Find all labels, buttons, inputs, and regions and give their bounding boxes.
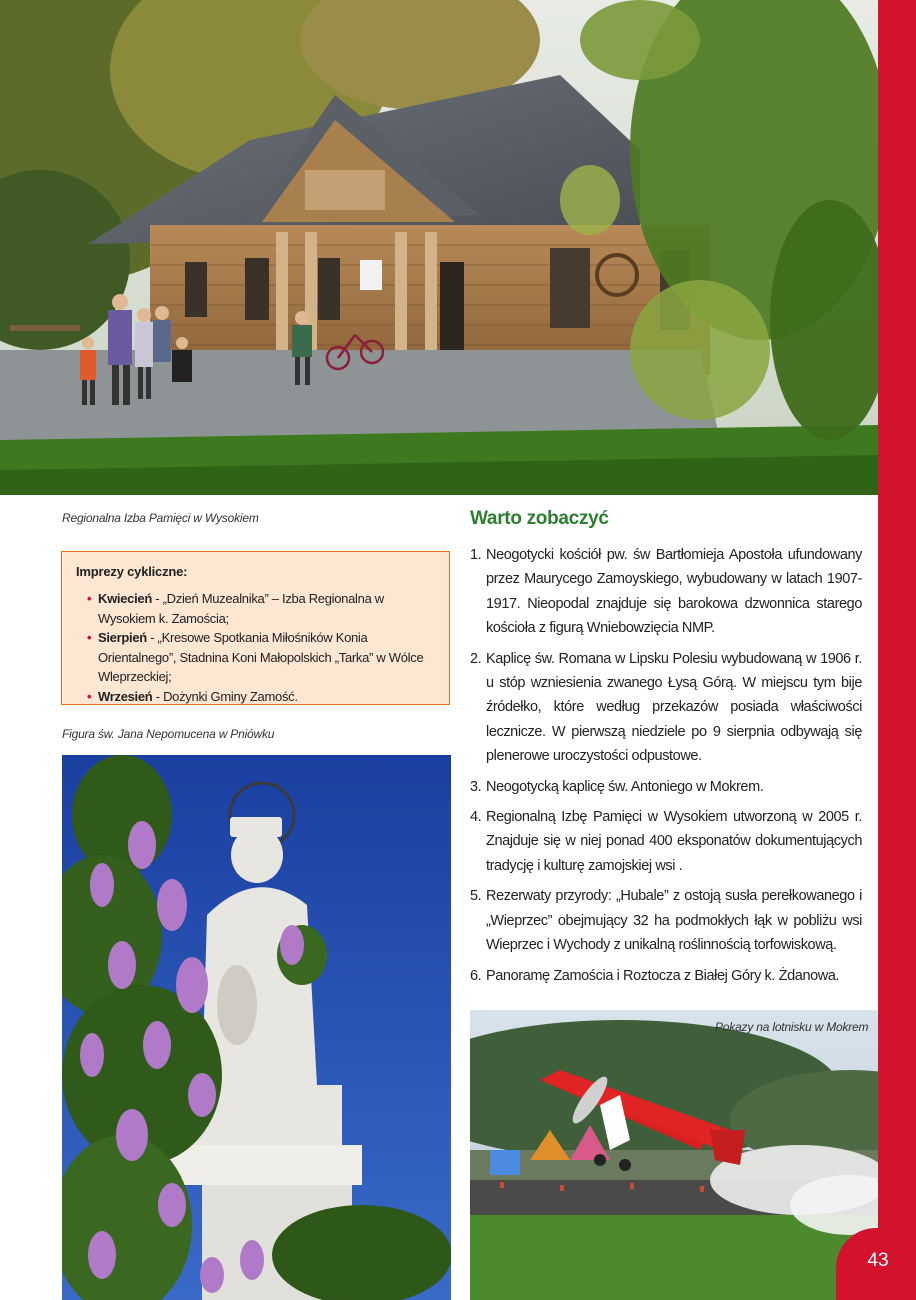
item-number: 5. [470,888,482,905]
event-text: - Dożynki Gminy Zamość. [152,688,298,704]
item-text: Kaplicę św. Romana w Lipsku Polesiu wybudowaną w 1906 r. u stóp wzniesienia zwanego Łysą Górą. W miejscu tym bije źródełko, które według przekazów posiada właściwości lecznicze. W pierwszą niedziele po 9 sierpnia odbywają się plenerowe uroczystości odpustowe. [486,650,862,765]
photo-regional-house [0,0,878,495]
list-item: • Sierpień - „Kresowe Spotkania Miłośników Konia Orientalnego”, Stadnina Koni Małopolskich „Tarka” w Wólce Wleprzeckiej; [87,630,424,684]
list-item [470,884,862,957]
item-text: Rezerwaty przyrody: „Hubale” z ostoją susła perełkowanego i „Wieprzec” obejmujący 32 ha podmokłych łąk w pobliżu wsi Wieprzec i Wychody z unikalną roślinnością torfowiskową. [486,888,862,954]
page-number: 43 [867,1250,889,1271]
list-item [470,805,862,878]
photo-airshow [470,1010,878,1300]
item-text: Neogotycki kościół pw. św Bartłomieja Apostoła ufundowany przez Maurycego Zamoyskiego, wybudowany w latach 1907-1917. Nieopodal znajduje się barokowa dzwonnica starego kościoła z figurą Wniebowzięcia NMP. [486,547,862,637]
list-item [470,647,862,769]
list-item: • Kwiecień - „Dzień Muzealnika” – Izba Regionalna w Wysokiem k. Zamościa; [87,591,384,626]
caption-regional-house: Regionalna Izba Pamięci w Wysokiem [62,511,259,525]
list-item [470,543,862,641]
list-item [470,775,862,799]
item-text: Panoramę Zamościa i Roztocza z Białej Góry k. Żdanowa. [486,967,840,984]
item-number: 2. [470,650,482,667]
caption-statue: Figura św. Jana Nepomucena w Pniówku [62,727,275,741]
item-number: 3. [470,778,482,795]
event-month: Sierpień [98,630,147,645]
event-text: - „Dzień Muzealnika” – Izba Regionalna w Wysokiem k. Zamościa; [98,591,384,626]
events-box [61,551,450,705]
caption-airshow: Pokazy na lotnisku w Mokrem [715,1020,869,1034]
item-number: 4. [470,809,482,826]
sights-list [470,543,862,994]
photo-statue [62,755,451,1300]
events-list [76,589,435,706]
page-edge-bar [878,0,916,1300]
list-item [470,964,862,988]
section-title: Warto zobaczyć [470,508,609,529]
item-number: 6. [470,967,482,984]
item-text: Regionalną Izbę Pamięci w Wysokiem utworzoną w 2005 r. Znajduje się w niej ponad 400 eksponatów dokumentujących tradycję i kulturę zamojskiej wsi . [486,809,862,874]
item-number: 1. [470,547,482,563]
list-item: • Wrzesień - Dożynki Gminy Zamość. [87,688,298,704]
item-text: Neogotycką kaplicę św. Antoniego w Mokrem. [486,778,764,795]
event-month: Kwiecień [98,591,152,606]
event-text: - „Kresowe Spotkania Miłośników Konia Orientalnego”, Stadnina Koni Małopolskich „Tarka” w Wólce Wleprzeckiej; [98,630,424,684]
events-title: Imprezy cykliczne: [76,564,188,579]
event-month: Wrzesień [98,688,153,704]
